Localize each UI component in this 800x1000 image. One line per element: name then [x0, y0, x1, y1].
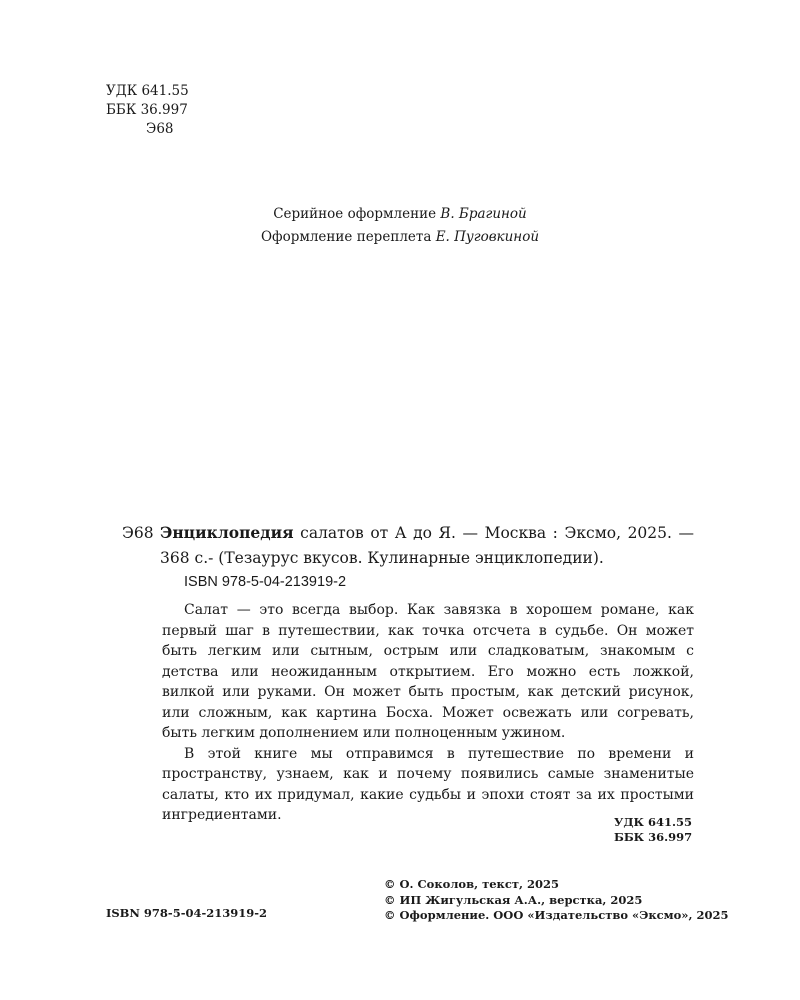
author-code: Э68 [146, 121, 174, 137]
copyright-block [384, 877, 729, 924]
bottom-isbn: ISBN 978-5-04-213919-2 [106, 906, 268, 920]
small-bbk-code: ББК 36.997 [614, 830, 693, 844]
copyright-text: © О. Соколов, текст, 2025 [384, 877, 559, 891]
cover-designer-name: Е. Пуговкиной [435, 229, 540, 245]
series-design-label: Серийное оформление [273, 206, 437, 222]
catalog-author-code: Э68 [122, 524, 154, 542]
small-classification [614, 815, 694, 845]
design-credits [0, 203, 800, 249]
catalog-isbn: ISBN 978-5-04-213919-2 [184, 574, 347, 590]
catalog-title: Энциклопедия [160, 523, 294, 542]
copyright-design: © Оформление. ООО «Издательство «Эксмо», 2025 [384, 908, 729, 922]
series-design-credit [0, 203, 800, 226]
copyright-layout: © ИП Жигульская А.А., верстка, 2025 [384, 892, 643, 907]
cover-design-credit [0, 226, 800, 249]
annotation [162, 600, 694, 826]
cover-design-label: Оформление переплета [260, 229, 432, 245]
catalog-description: салатов от А до Я. — Москва : Эксмо, 2025. — 368 с.- (Тезаурус вкусов. Кулинарные энциклопедии). [160, 524, 694, 567]
catalog-entry [160, 520, 694, 571]
annotation-paragraph: В этой книге мы отправимся в путешествие по времени и пространству, узнаем, как и почему появились самые знаменитые салаты, кто их придумал, какие судьбы и эпохи стоят за их простыми ингредиентами. [162, 745, 694, 823]
udk-code: УДК 641.55 [106, 83, 189, 99]
small-udk-code: УДК 641.55 [614, 815, 693, 829]
annotation-paragraph: Салат — это всегда выбор. Как завязка в хорошем романе, как первый шаг в путешествии, как точка отсчета в судьбе. Он может быть легким или сытным, острым или сладковатым, знакомым с детства или неожиданным открытием. Его можно есть ложкой, вилкой или руками. Он может быть простым, как детский рисунок, или сложным, как картина Босха. Может освежать или согревать, быть легким дополнением или полноценным ужином. [162, 602, 694, 741]
classification-block [106, 82, 189, 139]
series-designer-name: В. Брагиной [440, 206, 527, 222]
bbk-code: ББК 36.997 [106, 102, 188, 118]
